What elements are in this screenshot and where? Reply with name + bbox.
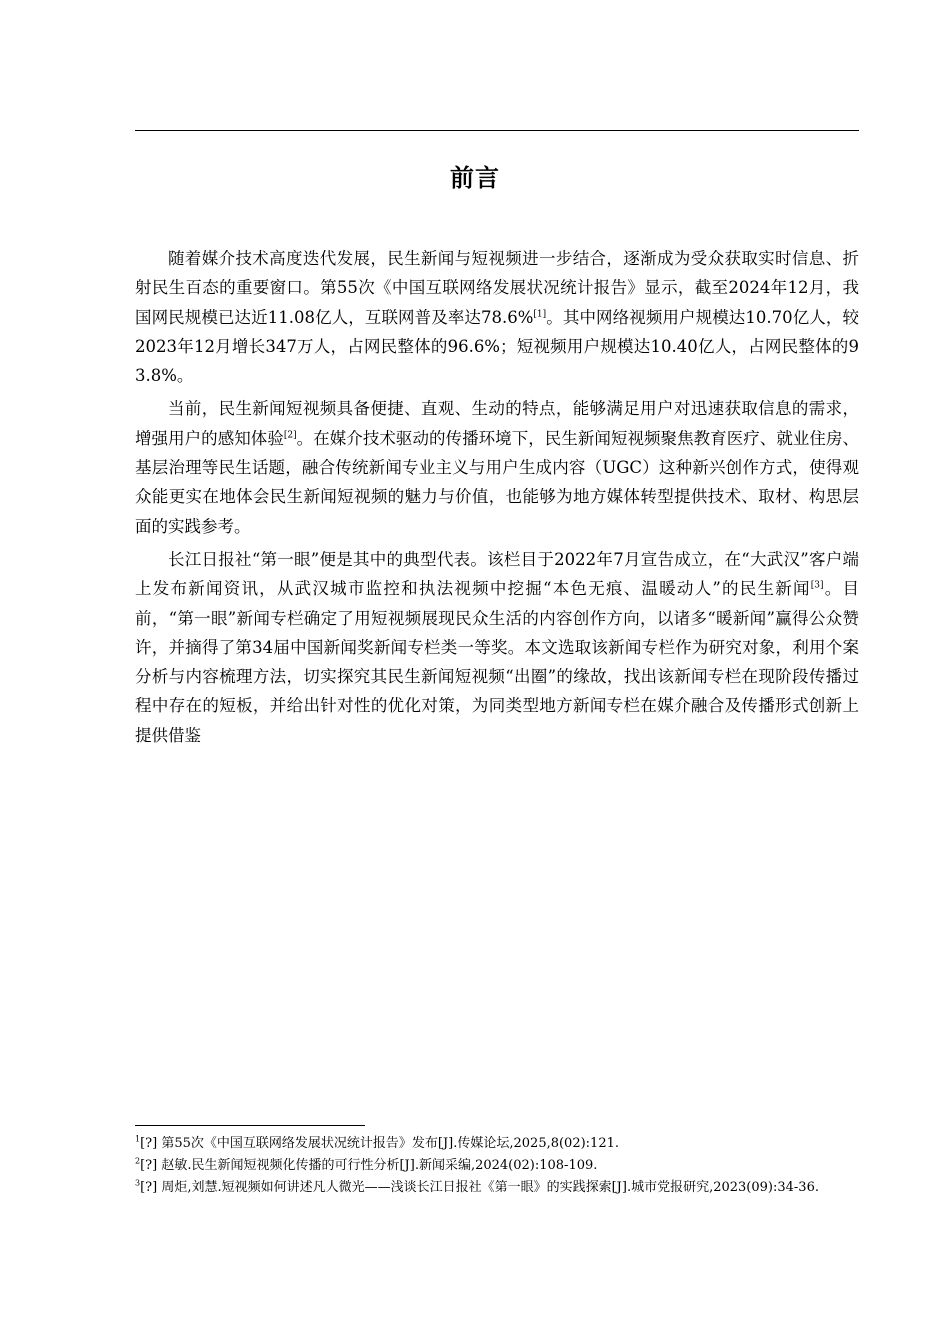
footnote-3-text: [?] 周炬,刘慧.短视频如何讲述凡人微光——浅谈长江日报社《第一眼》的实践探索[J].城市党报研究,2023(09):34-36. [140,1180,819,1195]
paragraph-1 [135,244,859,390]
footnote-2-number: 2 [135,1156,141,1166]
paragraph-3 [135,545,859,750]
footnote-1-number: 1 [135,1134,141,1144]
footnote-1 [135,1133,859,1155]
footnote-2 [135,1155,859,1177]
paragraph-2-text-b: 。在媒介技术驱动的传播环境下，民生新闻短视频聚焦教育医疗、就业住房、基层治理等民生话题，融合传统新闻专业主义与用户生成内容（UGC）这种新兴创作方式，使得观众能更实在地体会民生新闻短视频的魅力与价值，也能够为地方媒体转型提供技术、取材、构思层面的实践参考。 [135,428,860,536]
paragraph-2 [135,394,859,540]
footnote-3 [135,1177,859,1199]
paragraph-3-text-a: 长江日报社“第一眼”便是其中的典型代表。该栏目于2022年7月宣告成立，在“大武汉”客户端上发布新闻资讯，从武汉城市监控和执法视频中挖掘“本色无痕、温暖动人”的民生新闻 [135,549,859,599]
body-text [135,244,859,754]
header-rule [135,130,859,131]
page-title: 前言 [450,164,500,192]
paragraph-1-text-b: 。其中网络视频用户规模达10.70亿人，较2023年12月增长347万人，占网民整体的96.6%；短视频用户规模达10.40亿人，占网民整体的93.8%。 [135,307,859,386]
citation-1[interactable]: [1] [533,309,547,320]
footnote-3-number: 3 [135,1178,141,1188]
citation-3[interactable]: [3] [810,580,824,591]
footnotes [135,1133,859,1199]
citation-2[interactable]: [2] [283,430,297,441]
footnote-rule [135,1125,365,1126]
paragraph-3-text-b: 。目前，“第一眼”新闻专栏确定了用短视频展现民众生活的内容创作方向，以诸多“暖新闻”赢得公众赞许，并摘得了第34届中国新闻奖新闻专栏类一等奖。本文选取该新闻专栏作为研究对象，利用个案分析与内容梳理方法，切实探究其民生新闻短视频“出圈”的缘故，找出该新闻专栏在现阶段传播过程中存在的短板，并给出针对性的优化对策，为同类型地方新闻专栏在媒介融合及传播形式创新上提供借鉴 [135,579,859,745]
paragraph-2-text-a: 当前，民生新闻短视频具备便捷、直观、生动的特点，能够满足用户对迅速获取信息的需求，增强用户的感知体验 [135,399,859,448]
paragraph-1-text-a: 随着媒介技术高度迭代发展，民生新闻与短视频进一步结合，逐渐成为受众获取实时信息、折射民生百态的重要窗口。第55次《中国互联网络发展状况统计报告》显示，截至2024年12月，我国网民规模已达近11.08亿人，互联网普及率达78.6% [135,249,859,327]
footnote-2-text: [?] 赵敏.民生新闻短视频化传播的可行性分析[J].新闻采编,2024(02):108-109. [140,1158,598,1173]
footnote-1-text: [?] 第55次《中国互联网络发展状况统计报告》发布[J].传媒论坛,2025,8(02):121. [140,1136,619,1151]
